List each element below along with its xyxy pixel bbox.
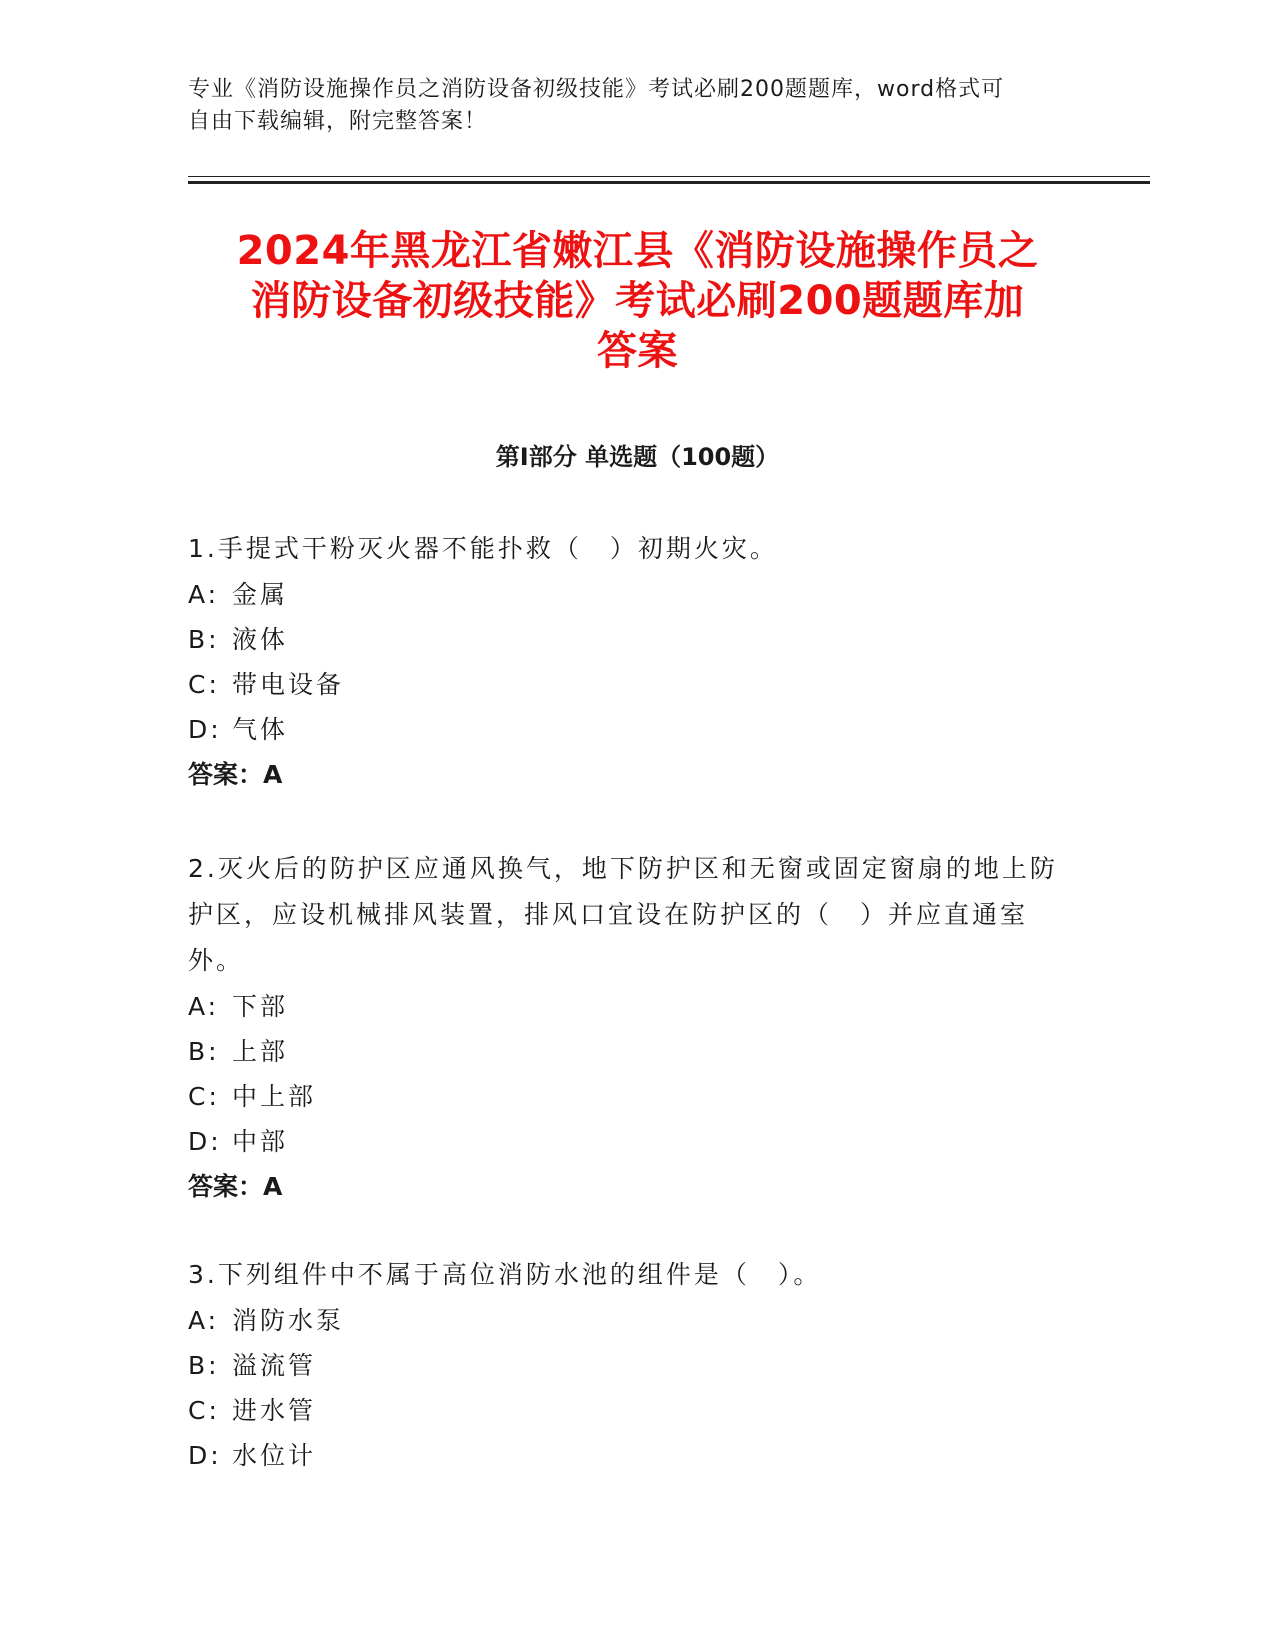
- option-c: [188, 1388, 1068, 1433]
- option-a: [188, 572, 1068, 617]
- answer-line: 答案：A: [188, 760, 283, 789]
- option-letter: A:: [188, 992, 220, 1021]
- option-text: 带电设备: [232, 670, 345, 699]
- option-b: [188, 617, 1068, 662]
- question-3: [188, 1252, 1068, 1478]
- option-letter: D:: [188, 1441, 222, 1470]
- intro-line-2: 自由下载编辑，附完整答案！: [188, 109, 488, 134]
- answer-line: 答案：A: [188, 1172, 283, 1201]
- option-a: [188, 1298, 1068, 1343]
- question-stem: 1.手提式干粉灭火器不能扑救（ ）初期火灾。: [188, 534, 778, 563]
- option-text: 溢流管: [232, 1351, 317, 1380]
- option-text: 气体: [232, 715, 289, 744]
- option-letter: C:: [188, 670, 220, 699]
- question-stem: 2.灭火后的防护区应通风换气，地下防护区和无窗或固定窗扇的地上防护区，应设机械排风装置，排风口宜设在防护区的（ ）并应直通室外。: [188, 854, 1058, 975]
- option-c: [188, 1074, 1068, 1119]
- section-heading: 第Ⅰ部分 单选题（100题）: [495, 443, 780, 471]
- option-letter: B:: [188, 1037, 220, 1066]
- question-1: [188, 526, 1068, 798]
- option-b: [188, 1029, 1068, 1074]
- title-line-3: 答案: [597, 328, 678, 374]
- option-text: 消防水泵: [232, 1306, 345, 1335]
- option-c: [188, 662, 1068, 707]
- option-text: 中部: [232, 1127, 289, 1156]
- intro-line-1: 专业《消防设施操作员之消防设备初级技能》考试必刷200题题库，word格式可: [188, 77, 1005, 102]
- option-text: 中上部: [232, 1082, 317, 1111]
- option-d: [188, 1433, 1068, 1478]
- option-text: 水位计: [232, 1441, 317, 1470]
- option-letter: C:: [188, 1082, 220, 1111]
- question-2: [188, 846, 1068, 1210]
- option-text: 进水管: [232, 1396, 317, 1425]
- header-divider-thick: [188, 181, 1150, 184]
- option-text: 上部: [232, 1037, 289, 1066]
- option-letter: B:: [188, 1351, 220, 1380]
- option-letter: B:: [188, 625, 220, 654]
- option-letter: C:: [188, 1396, 220, 1425]
- title-line-2: 消防设备初级技能》考试必刷200题题库加: [250, 278, 1025, 324]
- option-letter: A:: [188, 580, 220, 609]
- option-letter: A:: [188, 1306, 220, 1335]
- title-line-1: 2024年黑龙江省嫩江县《消防设施操作员之: [236, 228, 1039, 274]
- header-divider-thin: [188, 176, 1150, 177]
- option-text: 下部: [232, 992, 289, 1021]
- option-b: [188, 1343, 1068, 1388]
- option-text: 液体: [232, 625, 289, 654]
- option-letter: D:: [188, 1127, 222, 1156]
- option-a: [188, 984, 1068, 1029]
- option-letter: D:: [188, 715, 222, 744]
- option-d: [188, 707, 1068, 752]
- document-title: [150, 226, 1125, 376]
- option-text: 金属: [232, 580, 289, 609]
- question-stem: 3.下列组件中不属于高位消防水池的组件是（ ）。: [188, 1260, 822, 1289]
- option-d: [188, 1119, 1068, 1164]
- intro-text: [188, 74, 1088, 138]
